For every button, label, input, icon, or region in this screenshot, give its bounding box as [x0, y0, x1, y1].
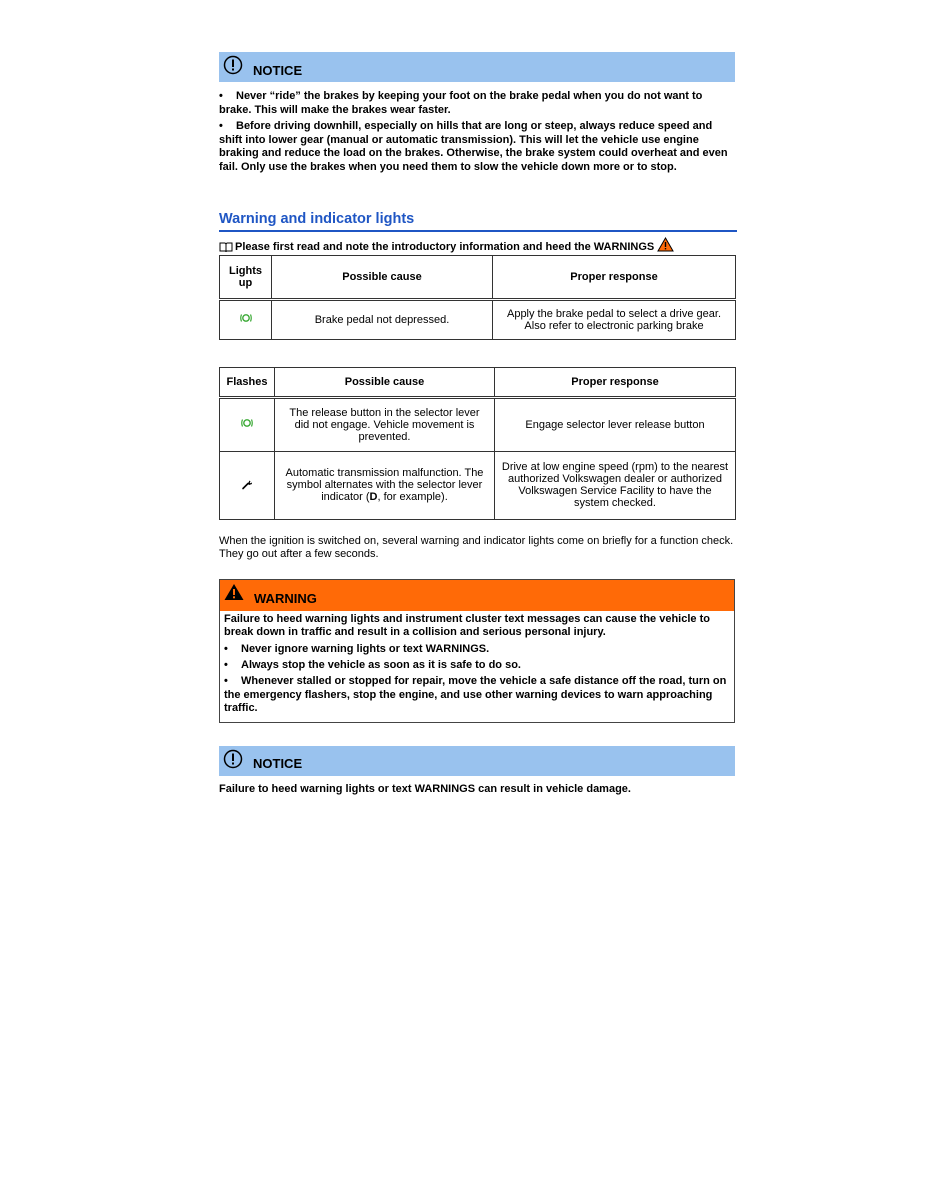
- notice-item: • Before driving downhill, especially on hills that are long or steep, always reduce speed and shift into lower gear (manual or automatic transmission). This will let the vehicle use engine braking and reduce the load on the brakes. Otherwise, the brake system could overheat and even fail. Only use the brakes when you need them to slow the vehicle down more or to stop.: [219, 120, 728, 173]
- warning-triangle-icon: [657, 237, 674, 252]
- body-paragraph: When the ignition is switched on, several warning and indicator lights come on briefly for a function check. They go out after a few seconds.: [219, 534, 734, 561]
- warning-lead: Failure to heed warning lights and instrument cluster text messages can cause the vehicle to break down in traffic and result in a collision and serious personal injury.: [224, 612, 710, 639]
- green-brake-pedal-icon: [240, 313, 252, 323]
- column-header: Proper response: [493, 255, 736, 299]
- book-icon: [219, 241, 233, 252]
- table-row: [220, 397, 736, 451]
- intro-text: Please first read and note the introductory information and heed the WARNINGS: [235, 240, 655, 253]
- lights-up-table: [219, 255, 736, 340]
- notice-title: NOTICE: [253, 756, 303, 772]
- green-brake-pedal-icon: [241, 418, 253, 428]
- table-row: [220, 451, 736, 519]
- cause-cell: Automatic transmission malfunction. The symbol alternates with the selector lever indicator (D, for example).: [275, 451, 495, 519]
- indicator-cell: [220, 397, 275, 451]
- intro-line: [219, 241, 735, 253]
- cause-cell: Brake pedal not depressed.: [272, 299, 493, 339]
- column-header: Lights up: [220, 255, 272, 299]
- warning-item: • Never ignore warning lights or text WARNINGS.: [224, 642, 490, 655]
- exclamation-circle-icon: [223, 55, 243, 75]
- table-header-row: [220, 367, 736, 397]
- warning-body: [220, 611, 734, 722]
- column-header: Flashes: [220, 367, 275, 397]
- wrench-icon: [241, 478, 253, 490]
- column-header: Possible cause: [272, 255, 493, 299]
- response-cell: Engage selector lever release button: [495, 397, 736, 451]
- manual-page: [219, 52, 735, 795]
- column-header: Possible cause: [275, 367, 495, 397]
- cause-cell: The release button in the selector lever did not engage. Vehicle movement is prevented.: [275, 397, 495, 451]
- warning-item: • Whenever stalled or stopped for repair, move the vehicle a safe distance off the road, turn on the emergency flashers, stop the engine, and use other warning devices to warn approaching traffic.: [224, 675, 727, 715]
- column-header: Proper response: [495, 367, 736, 397]
- notice-text: Failure to heed warning lights or text WARNINGS can result in vehicle damage.: [219, 782, 631, 795]
- response-cell: Apply the brake pedal to select a drive gear. Also refer to electronic parking brake: [493, 299, 736, 339]
- notice-body: [219, 90, 735, 175]
- indicator-cell: [220, 299, 272, 339]
- warning-item: • Always stop the vehicle as soon as it is safe to do so.: [224, 658, 521, 671]
- notice-header: [219, 746, 735, 776]
- warning-box: [219, 579, 735, 723]
- exclamation-circle-icon: [223, 749, 243, 769]
- warning-title: WARNING: [254, 591, 317, 607]
- notice-title: NOTICE: [253, 62, 303, 78]
- response-cell: Drive at low engine speed (rpm) to the nearest authorized Volkswagen dealer or authorized Volkswagen Service Facility to have the system checked.: [495, 451, 736, 519]
- notice-header: [219, 52, 735, 82]
- flashes-table: [219, 367, 736, 520]
- table-header-row: [220, 255, 736, 299]
- indicator-cell: [220, 451, 275, 519]
- notice-item: • Never “ride” the brakes by keeping your foot on the brake pedal when you do not want to brake. This will make the brakes wear faster.: [219, 90, 703, 116]
- section-title: Warning and indicator lights: [219, 211, 737, 232]
- warning-header: [220, 580, 734, 611]
- warning-triangle-icon: [224, 583, 244, 601]
- table-row: [220, 299, 736, 339]
